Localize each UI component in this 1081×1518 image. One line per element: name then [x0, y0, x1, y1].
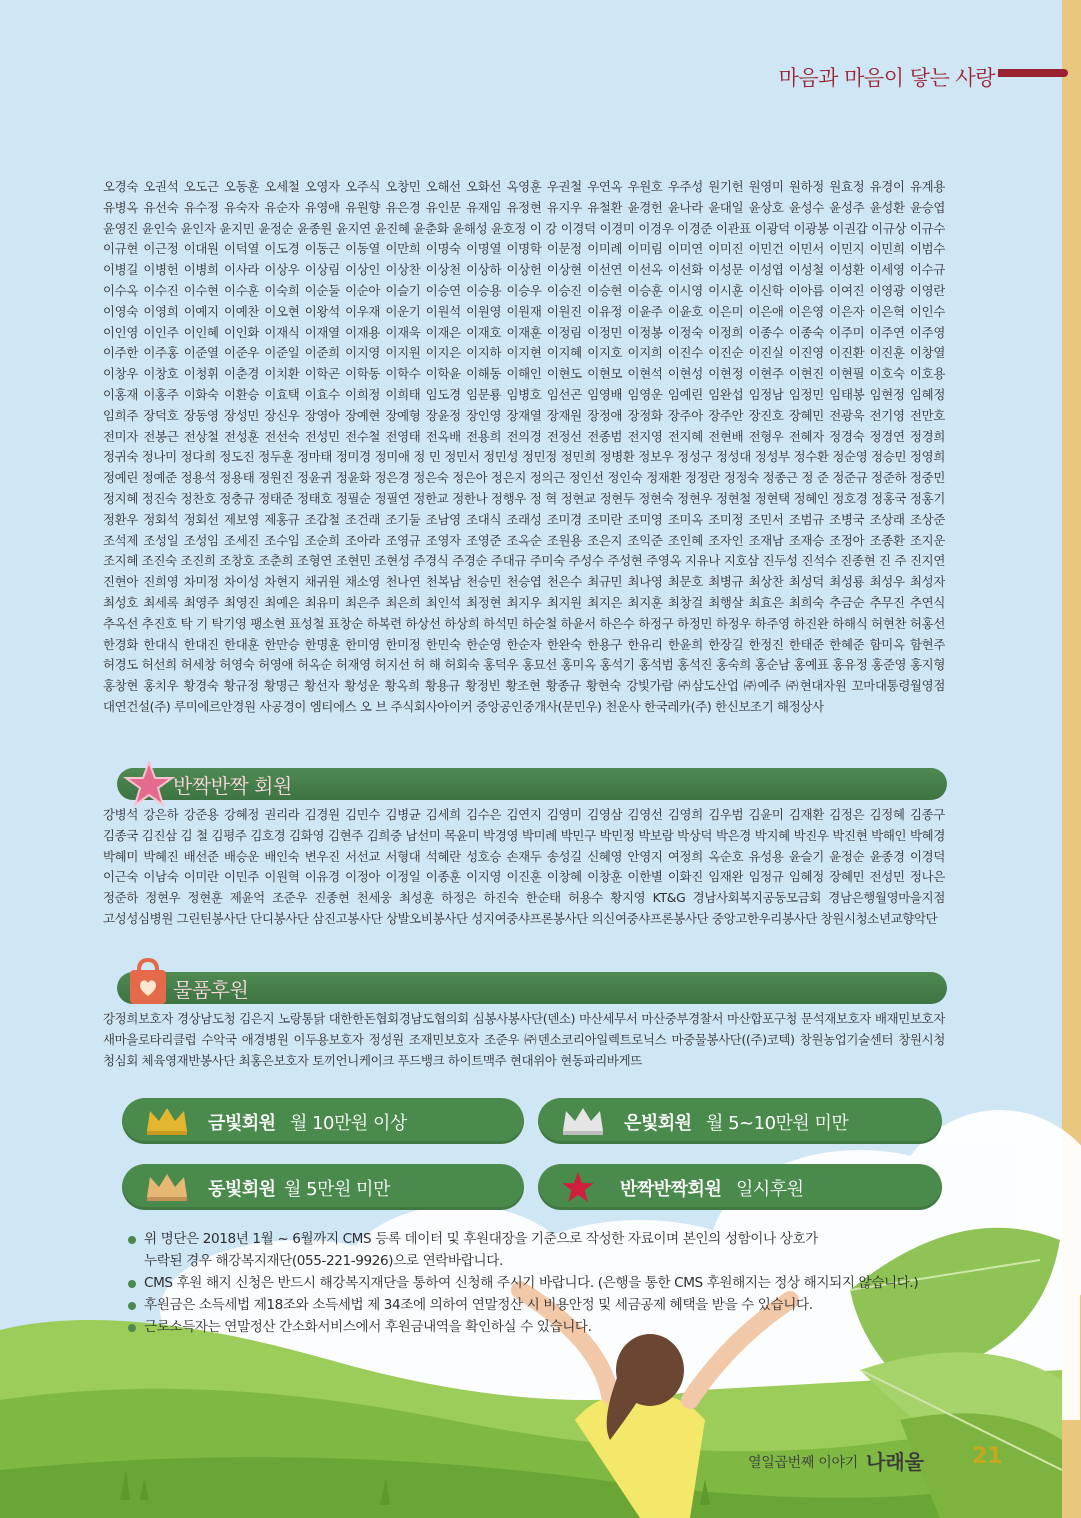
tier-gold	[122, 1098, 524, 1144]
tier-bronze	[122, 1164, 524, 1210]
notice-item: 위 명단은 2018년 1월 ~ 6월까지 CMS 등록 데이터 및 후원대장을 기준으로 작성한 자료이며 본인의 성함이나 상호가 누락된 경우 해강복지재단(055-221-9926)으로 연락바랍니다.	[128, 1228, 834, 1272]
tier-bronze-desc: 월 5만원 미만	[284, 1179, 390, 1200]
sparkle-section-bar	[117, 768, 947, 800]
notice-list	[128, 1228, 948, 1338]
tier-gold-name: 금빛회원	[208, 1113, 276, 1134]
bronze-crown-icon	[144, 1171, 190, 1203]
tier-gold-desc: 월 10만원 이상	[290, 1113, 407, 1134]
header-accent-bar	[998, 69, 1068, 77]
notice-item: 후원금은 소득세법 제18조와 소득세법 제 34조에 의하여 연말정산 시 비용안정 및 세금공제 혜택을 받을 수 있습니다.	[128, 1294, 948, 1316]
sparkle-member-list: 강병석 강은하 강준용 강혜정 권리라 김경원 김민수 김병균 김세희 김수은 김연지 김영미 김영삼 김영선 김영희 김우범 김윤미 김재환 김정은 김정혜 김종구 김종국 김진삼 김 철 김평주 김호경 김화영 김현주 김희중 남선미 목윤미 박경영 박미례 박민구 박민정 박보람 박상덕 박은경 박지혜 박진우 박진현 박해인 박혜경 박혜미 박혜진 배선준 배승운 배인숙 변우진 서선교 서형대 석혜란 성호승 손재두 송성길 신혜영 안영지 여정희 옥순호 유성용 윤슬기 윤정순 윤종경 이경덕 이근숙 이남숙 이미란 이민주 이원혁 이유경 이정아 이정일 이종훈 이지영 이진훈 이창혜 이창훈 이한별 이화진 임재완 임정규 임혜정 장혜민 전성민 정나은 정준하 정현우 정현훈 제윤억 조준우 진종현 천세웅 최성훈 하정은 하진숙 한순태 허용수 황지영 KT&G 경남사회복지공동모금회 경남은행월영마을지점 고성성심병원 그린틴봉사단 단디봉사단 삼진고봉사단 상발오비봉사단 성지여중샤프론봉사단 의신여중샤프론봉사단 중앙고한우리봉사단 창원시청소년교향악단	[103, 807, 945, 926]
notice-item: 근로소득자는 연말정산 간소화서비스에서 후원금내역을 확인하실 수 있습니다.	[128, 1316, 948, 1338]
star-icon	[560, 1170, 596, 1204]
silver-crown-icon	[560, 1105, 606, 1137]
shopping-bag-icon	[125, 956, 171, 1006]
tier-silver-name: 은빛회원	[624, 1113, 692, 1134]
goods-section-title: 물품후원	[173, 978, 249, 1002]
footer-issue-label: 열일곱번째 이야기	[748, 1455, 858, 1471]
tier-silver	[538, 1098, 942, 1144]
goods-donor-list: 강정희보호자 경상남도청 김은지 노랑통닭 대한한돈협회경남도협의회 심봉사봉사단(덴소) 마산세무서 마산중부경찰서 마산합포구청 문석재보호자 배재민보호자 새마을로타리클럽 수악국 애경병원 이두용보호자 정성원 조재민보호자 조준우 ㈜덴소코리아일렉트로닉스 마중물봉사단((주)코텍) 창원농업기술센터 창원시청 청심회 체육영재반봉사단 최홍은보호자 토끼언니케이크 푸드뱅크 하이트맥주 현대위아 현동파리바게뜨	[103, 1011, 945, 1068]
star-icon	[123, 758, 175, 810]
gold-crown-icon	[144, 1105, 190, 1137]
goods-section-bar	[117, 972, 947, 1004]
tier-sparkle	[538, 1164, 942, 1210]
tier-bronze-name: 동빛회원	[208, 1179, 276, 1200]
donor-name-list: 오경숙 오권석 오도근 오동훈 오세철 오영자 오주식 오창민 오해선 오화선 옥영훈 우권철 우연옥 우원호 우주성 원기헌 원영미 원하정 원효정 유경이 유계용 유병옥 유선숙 유수정 유숙자 유순자 유영애 유원향 유은경 유인문 유재임 유정현 유지우 유철환 윤경헌 윤나라 윤대일 윤상호 윤성수 윤성주 윤성환 윤승엽 윤영진 윤인숙 윤인자 윤지민 윤정순 윤종원 윤지연 윤진혜 윤춘화 윤해성 윤호정 이 강 이경덕 이경미 이경우 이경준 이관표 이광덕 이광봉 이권갑 이규상 이규수 이규현 이근정 이대원 이덕열 이도경 이동근 이동열 이만희 이명숙 이명열 이명학 이문정 이미례 이미림 이미연 이미진 이민건 이민서 이민지 이민희 이범수 이병길 이병헌 이병희 이사라 이상우 이상림 이상인 이상찬 이상천 이상하 이상헌 이상현 이선연 이선옥 이선화 이성문 이성엽 이성철 이성환 이세영 이수규 이수옥 이수진 이수현 이수훈 이숙희 이순둘 이순아 이슬기 이승연 이승용 이승우 이승진 이승현 이승훈 이시영 이시훈 이신학 이아름 이여진 이영광 이영란 이영숙 이영희 이예지 이예찬 이오현 이왕석 이우재 이운기 이원석 이원영 이원재 이원진 이유정 이윤주 이윤호 이은미 이은애 이은영 이은자 이은혁 이인수 이인영 이인주 이인혜 이인화 이재식 이재열 이재용 이재욱 이재은 이재호 이재훈 이정림 이정민 이정봉 이정숙 이정희 이종수 이종숙 이주미 이주연 이주영 이주한 이주홍 이준열 이준우 이준일 이준희 이지영 이지원 이지은 이지하 이지현 이지혜 이지호 이지희 이진수 이진순 이진실 이진영 이진환 이진훈 이창열 이창우 이창호 이청휘 이춘경 이치환 이학곤 이학동 이학수 이학윤 이해동 이해인 이현도 이현모 이현석 이현성 이현정 이현주 이현진 이현필 이호숙 이호용 이홍재 이홍주 이화숙 이환승 이효택 이효수 이희정 이희태 임도경 임문룡 임병호 임선곤 임영배 임영운 임예린 임완섭 임정남 임정민 임태봉 임현정 임혜정 임희주 장덕호 장동영 장성민 장신우 장영아 장예현 장예형 장윤정 장인영 장재열 장재원 장정애 장정화 장주아 장주안 장진호 장혜민 전광욱 전기영 전만호 전미자 전봉근 전상철 전성훈 전선숙 전성민 전수철 전영태 전옥배 전용희 전의경 전정선 전종범 전지영 전지혜 전현배 전형우 전혜자 정경숙 정경연 정경희 정귀숙 정나미 정다희 정도진 정두훈 정마태 정미경 정미애 정 민 정민서 정민성 정민정 정민희 정병환 정보우 정성구 정성대 정성부 정수환 정순영 정승민 정영희 정예린 정예준 정용석 정용태 정원진 정윤귀 정윤화 정은경 정은숙 정은아 정은지 정의근 정인선 정인숙 정재환 정정란 정정숙 정종근 정 준 정준규 정준하 정중민 정지혜 정진숙 정찬호 정충규 정태준 정태호 정필순 정필연 정한교 정한나 정행우 정 혁 정현교 정현두 정현숙 정현우 정현철 정현택 정혜인 정호경 정홍국 정홍기 정환우 정회석 정회선 제보영 제홍규 조갑철 조건래 조기둘 조남영 조대식 조래성 조미경 조미란 조미영 조미옥 조미정 조민서 조범규 조병국 조상래 조상준 조석제 조성일 조성임 조세진 조수임 조순희 조아라 조영규 조영자 조영준 조옥순 조원용 조은지 조익준 조인혜 조자인 조재남 조재승 조정아 조종환 조지운 조지혜 조진숙 조진희 조창호 조춘희 조형연 조현민 조현성 주경식 주경순 주대규 주미숙 주성수 주성현 주영옥 지유나 지호삼 진두성 진석수 진종현 진 주 진지연 진현아 진희영 차미정 차이성 차현지 채귀원 채소영 천나연 천복남 천승민 천승엽 천은수 최규민 최나영 최문호 최병규 최상찬 최성덕 최성룡 최성우 최성자 최성호 최세록 최영주 최영진 최예은 최유미 최은주 최은희 최인석 최정현 최지우 최지원 최지은 최지훈 최창걸 최행살 최효은 최희숙 추금순 추무진 추연식 추옥선 추진호 탁 기 탁기영 팽소현 표성철 표창순 하복련 하상선 하상희 하석민 하순철 하윤서 하은수 하정구 하정민 하정우 하주영 하진완 하해식 허현찬 허홍선 한경화 한대식 한대진 한대훈 한만승 한명훈 한미영 한미정 한민숙 한순영 한순자 한완숙 한용구 한유리 한윤희 한장길 한정진 한태준 한혜준 함미옥 함현주 허경도 허선희 허세창 허영숙 허영애 허옥순 허재영 허지선 허 해 허회숙 홍덕우 홍묘선 홍미옥 홍석기 홍석범 홍석진 홍숙희 홍순남 홍예표 홍유정 홍준영 홍지형 홍창현 홍치우 황경숙 황규정 황명근 황선자 황성운 황옥희 황용규 황정빈 황조현 황종규 황현숙 강빛가람 ㈜삼도산업 ㈜예주 ㈜현대자원 꼬마대통령월영점 대연건설(주) 루미에르안경원 사공경이 엠티에스 오 브 주식회사아이커 중앙공인중개사(문민우) 천운사 한국레카(주) 한신보조기 해정상사	[103, 179, 945, 714]
footer-brand-logo: 나래울	[866, 1450, 924, 1474]
tier-sparkle-name: 반짝반짝회원	[620, 1179, 722, 1200]
tier-silver-desc: 월 5~10만원 미만	[706, 1113, 849, 1134]
notice-item: CMS 후원 해지 신청은 반드시 해강복지재단을 통하여 신청해 주시기 바랍니다. (은행을 통한 CMS 후원해지는 정상 해지되지 않습니다.)	[128, 1272, 948, 1294]
tier-sparkle-desc: 일시후원	[736, 1179, 804, 1200]
sparkle-section-title: 반짝반짝 회원	[173, 774, 292, 798]
page-number: 21	[972, 1444, 1003, 1469]
page-section-title: 마음과 마음이 닿는 사랑	[778, 66, 995, 90]
